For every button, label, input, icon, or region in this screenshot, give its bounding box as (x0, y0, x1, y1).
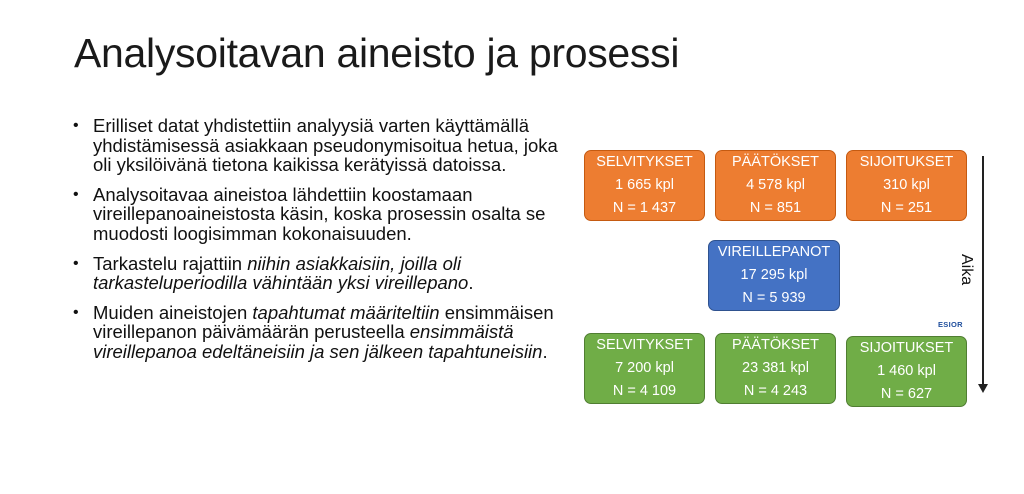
box-name: SIJOITUKSET (859, 154, 954, 170)
bullet-marker: • (73, 117, 79, 134)
bullet-text: ensimmäisen vireillepanon päivämäärän perusteella (93, 301, 554, 343)
arrow-down-icon (978, 384, 988, 393)
bullet-text: Muiden aineistojen (93, 301, 253, 323)
box-n: N = 1 437 (612, 200, 677, 216)
before-paatokset-box (715, 150, 836, 221)
box-n: N = 4 109 (612, 383, 677, 399)
box-name: SELVITYKSET (596, 154, 693, 170)
box-name: SIJOITUKSET (859, 340, 954, 356)
box-name: PÄÄTÖKSET (731, 337, 820, 353)
box-count: 7 200 kpl (615, 360, 674, 376)
box-n: N = 627 (880, 386, 933, 402)
bullet-text: Erilliset datat yhdistettiin analyysiä varten käyttämällä yhdistämisessä asiakkaan pseudonymisoitua hetua, joka oli yksilöivänä tietona kaikissa kerätyissä datoissa. (93, 115, 558, 176)
bullet-text: . (468, 272, 474, 294)
vireillepanot-box (708, 240, 840, 311)
box-count: 310 kpl (883, 177, 930, 193)
box-n: N = 251 (880, 200, 933, 216)
esior-logo: ESIOR (938, 320, 963, 329)
bullet-item (70, 185, 560, 244)
bullet-text-italic: niihin asiakkaisiin, joilla oli tarkasteluperiodilla vähintään yksi vireillepano (93, 252, 469, 294)
box-count: 17 295 kpl (740, 267, 808, 283)
bullet-item (70, 254, 560, 293)
bullet-marker: • (73, 254, 79, 272)
slide-title: Analysoitavan aineisto ja prosessi (74, 30, 680, 76)
bullet-item (70, 116, 560, 175)
bullet-item (70, 303, 560, 362)
box-count: 1 665 kpl (615, 177, 674, 193)
box-count: 4 578 kpl (746, 177, 805, 193)
after-paatokset-box (715, 333, 836, 404)
box-n: N = 5 939 (742, 290, 806, 306)
bullet-text: Tarkastelu rajattiin (93, 252, 248, 274)
bullet-text-italic: tapahtumat määriteltiin (252, 301, 440, 323)
time-axis-label: Aika (958, 254, 975, 286)
before-selvitykset-box (584, 150, 705, 221)
before-sijoitukset-box (846, 150, 967, 221)
box-count: 23 381 kpl (742, 360, 809, 376)
bullet-marker: • (73, 303, 79, 321)
bullet-text: . (542, 340, 548, 362)
after-selvitykset-box (584, 333, 705, 404)
bullet-text-italic: ensimmäistä vireillepanoa edeltäneisiin ja sen jälkeen tapahtuneisiin (93, 321, 543, 362)
box-n: N = 4 243 (743, 383, 808, 399)
time-axis-line (982, 156, 984, 386)
after-sijoitukset-box (846, 336, 967, 407)
box-name: SELVITYKSET (596, 337, 693, 353)
box-count: 1 460 kpl (877, 363, 936, 379)
bullet-text: Analysoitavaa aineistoa lähdettiin koostamaan vireillepanoaineistosta käsin, koska prosessin osalta se muodosti loogisimman kokonaisuuden. (93, 183, 546, 244)
box-name: PÄÄTÖKSET (731, 154, 820, 170)
bullet-list (70, 116, 560, 372)
bullet-marker: • (73, 185, 79, 203)
box-name: VIREILLEPANOT (717, 244, 831, 260)
box-n: N = 851 (749, 200, 802, 216)
